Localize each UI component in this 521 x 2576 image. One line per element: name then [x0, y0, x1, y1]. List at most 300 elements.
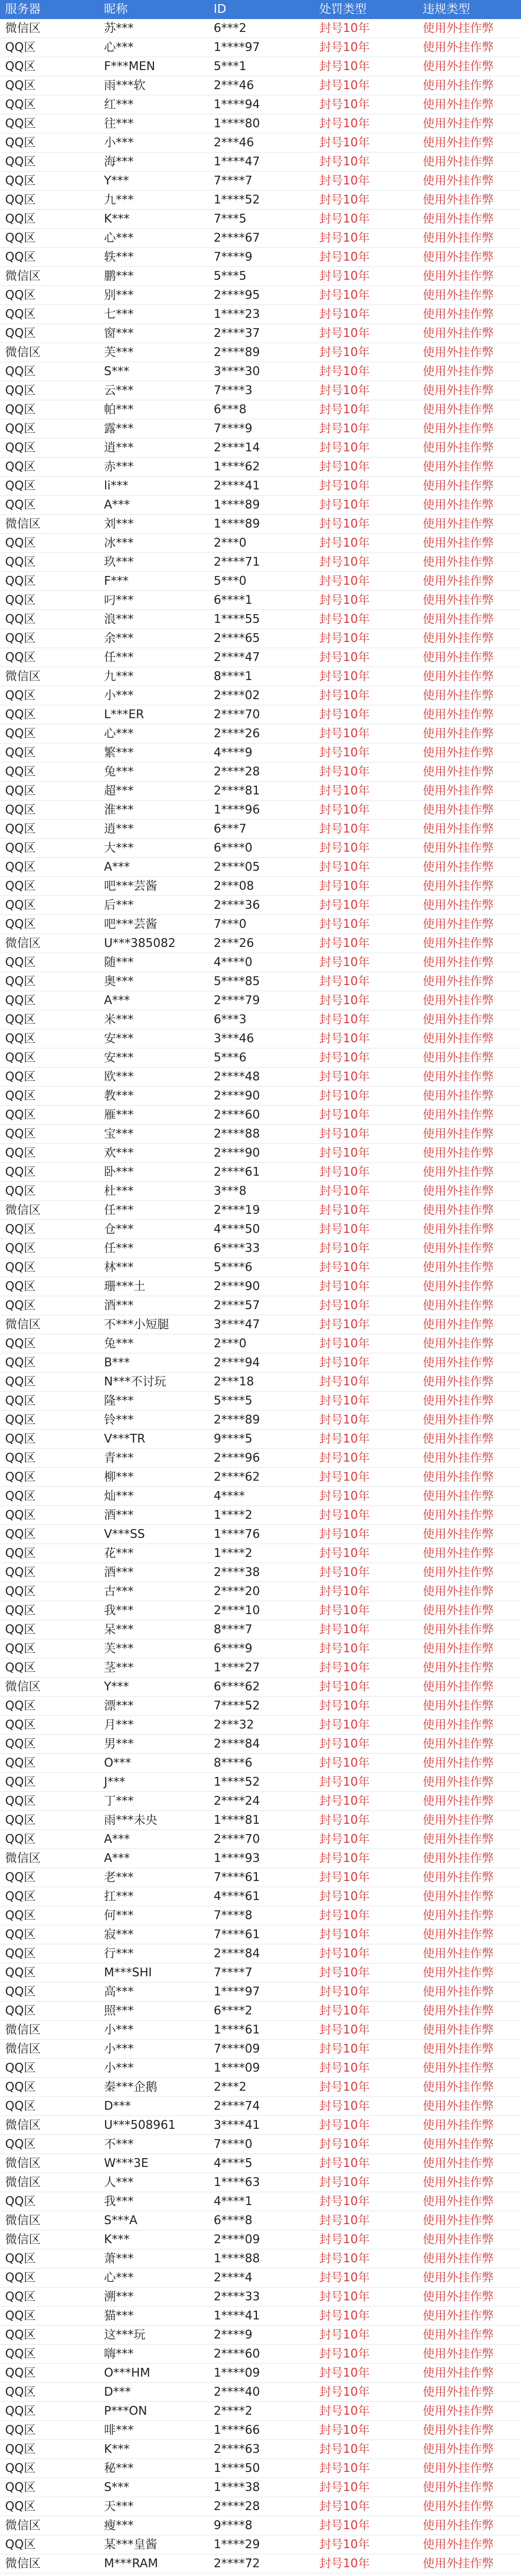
- cell-server: QQ区: [0, 2364, 99, 2383]
- cell-penalty: 封号10年: [314, 534, 418, 553]
- cell-penalty: [314, 2573, 418, 2576]
- cell-nickname: J***: [99, 1773, 209, 1792]
- cell-server: QQ区: [0, 782, 99, 801]
- cell-violation: 使用外挂作弊: [418, 1849, 521, 1868]
- table-row: [0, 991, 521, 1010]
- cell-violation: 使用外挂作弊: [418, 991, 521, 1010]
- table-row: [0, 1353, 521, 1372]
- cell-server: 微信区: [0, 2554, 99, 2573]
- table-row: [0, 1220, 521, 1239]
- cell-nickname: 教***: [99, 1087, 209, 1106]
- cell-nickname: Y***: [99, 1677, 209, 1697]
- cell-violation: 使用外挂作弊: [418, 743, 521, 762]
- cell-penalty: 封号10年: [314, 172, 418, 191]
- table-row: [0, 1677, 521, 1697]
- cell-server: QQ区: [0, 1582, 99, 1601]
- cell-penalty: 封号10年: [314, 400, 418, 419]
- cell-nickname: 隆***: [99, 1392, 209, 1411]
- cell-nickname: 仓***: [99, 1220, 209, 1239]
- cell-id: [209, 2573, 314, 2576]
- cell-penalty: 封号10年: [314, 1334, 418, 1353]
- cell-violation: 使用外挂作弊: [418, 2440, 521, 2459]
- cell-penalty: 封号10年: [314, 57, 418, 76]
- cell-id: 2****10: [209, 1601, 314, 1620]
- cell-server: QQ区: [0, 877, 99, 896]
- cell-violation: 使用外挂作弊: [418, 2135, 521, 2154]
- cell-penalty: 封号10年: [314, 1506, 418, 1525]
- table-row: [0, 1716, 521, 1735]
- cell-id: 2****74: [209, 2097, 314, 2116]
- cell-nickname: 别***: [99, 286, 209, 305]
- cell-penalty: 封号10年: [314, 362, 418, 381]
- cell-id: 2****70: [209, 705, 314, 724]
- cell-violation: 使用外挂作弊: [418, 896, 521, 915]
- cell-nickname: 大***: [99, 839, 209, 858]
- cell-server: QQ区: [0, 972, 99, 991]
- cell-penalty: 封号10年: [314, 2383, 418, 2402]
- cell-penalty: 封号10年: [314, 248, 418, 267]
- cell-violation: 使用外挂作弊: [418, 2116, 521, 2135]
- cell-server: QQ区: [0, 1430, 99, 1449]
- cell-id: 2****05: [209, 858, 314, 877]
- cell-penalty: 封号10年: [314, 2554, 418, 2573]
- cell-penalty: 封号10年: [314, 1201, 418, 1220]
- table-row: [0, 1315, 521, 1334]
- table-row: [0, 438, 521, 457]
- cell-nickname: 随***: [99, 953, 209, 972]
- cell-violation: 使用外挂作弊: [418, 438, 521, 457]
- cell-id: 7****52: [209, 1697, 314, 1716]
- cell-penalty: 封号10年: [314, 553, 418, 572]
- cell-server: QQ区: [0, 1392, 99, 1411]
- cell-nickname: 心***: [99, 2268, 209, 2287]
- table-row: [0, 1258, 521, 1277]
- cell-violation: 使用外挂作弊: [418, 1792, 521, 1811]
- table-row: [0, 1735, 521, 1754]
- table-row: [0, 1239, 521, 1258]
- cell-penalty: 封号10年: [314, 1277, 418, 1296]
- cell-penalty: 封号10年: [314, 2402, 418, 2421]
- cell-id: 2****41: [209, 477, 314, 496]
- cell-violation: 使用外挂作弊: [418, 667, 521, 686]
- cell-violation: 使用外挂作弊: [418, 2230, 521, 2249]
- cell-penalty: 封号10年: [314, 1239, 418, 1258]
- table-row: [0, 2078, 521, 2097]
- cell-server: QQ区: [0, 1773, 99, 1792]
- cell-id: 1****76: [209, 1525, 314, 1544]
- cell-id: 6****8: [209, 2211, 314, 2230]
- cell-violation: 使用外挂作弊: [418, 1449, 521, 1468]
- table-row: [0, 877, 521, 896]
- cell-id: 1****41: [209, 2307, 314, 2326]
- table-row: [0, 1067, 521, 1087]
- cell-id: 4****61: [209, 1887, 314, 1906]
- cell-violation: 使用外挂作弊: [418, 1087, 521, 1106]
- cell-server: QQ区: [0, 1944, 99, 1963]
- cell-id: 2***26: [209, 934, 314, 953]
- header-row: [0, 0, 521, 19]
- table-row: [0, 1906, 521, 1925]
- cell-violation: 使用外挂作弊: [418, 362, 521, 381]
- cell-server: QQ区: [0, 1029, 99, 1048]
- cell-penalty: 封号10年: [314, 1754, 418, 1773]
- cell-penalty: 封号10年: [314, 324, 418, 343]
- cell-server: QQ区: [0, 419, 99, 438]
- table-row: [0, 191, 521, 210]
- cell-server: QQ区: [0, 305, 99, 324]
- cell-violation: 使用外挂作弊: [418, 1220, 521, 1239]
- table-row: [0, 343, 521, 362]
- cell-penalty: 封号10年: [314, 1010, 418, 1029]
- table-row: [0, 1106, 521, 1125]
- cell-nickname: 米***: [99, 1010, 209, 1029]
- cell-nickname: 某***皇酱: [99, 2535, 209, 2554]
- cell-penalty: 封号10年: [314, 210, 418, 229]
- cell-server: QQ区: [0, 400, 99, 419]
- cell-violation: 使用外挂作弊: [418, 248, 521, 267]
- table-row: [0, 2497, 521, 2516]
- table-row: [0, 1563, 521, 1582]
- cell-id: 4****0: [209, 953, 314, 972]
- table-row: [0, 629, 521, 648]
- cell-nickname: 浪***: [99, 610, 209, 629]
- table-row: [0, 2040, 521, 2059]
- cell-id: 1****52: [209, 1773, 314, 1792]
- cell-penalty: 封号10年: [314, 76, 418, 95]
- cell-penalty: 封号10年: [314, 2459, 418, 2478]
- cell-violation: 使用外挂作弊: [418, 2154, 521, 2173]
- table-row: [0, 172, 521, 191]
- cell-nickname: 芙***: [99, 343, 209, 362]
- cell-penalty: 封号10年: [314, 1087, 418, 1106]
- cell-id: 1****47: [209, 152, 314, 172]
- cell-violation: 使用外挂作弊: [418, 324, 521, 343]
- cell-id: 1****50: [209, 2459, 314, 2478]
- cell-violation: 使用外挂作弊: [418, 1353, 521, 1372]
- cell-id: 3****41: [209, 2116, 314, 2135]
- cell-penalty: 封号10年: [314, 305, 418, 324]
- cell-violation: 使用外挂作弊: [418, 877, 521, 896]
- cell-server: 微信区: [0, 2154, 99, 2173]
- table-row: [0, 400, 521, 419]
- cell-violation: 使用外挂作弊: [418, 1735, 521, 1754]
- cell-penalty: 封号10年: [314, 896, 418, 915]
- cell-penalty: 封号10年: [314, 1716, 418, 1735]
- cell-violation: 使用外挂作弊: [418, 1430, 521, 1449]
- table-row: [0, 210, 521, 229]
- cell-server: QQ区: [0, 839, 99, 858]
- cell-id: 1****61: [209, 2021, 314, 2040]
- cell-nickname: 兔***: [99, 1334, 209, 1353]
- cell-id: 2****47: [209, 648, 314, 667]
- cell-penalty: 封号10年: [314, 2192, 418, 2211]
- cell-nickname: 天***: [99, 2497, 209, 2516]
- table-row: [0, 2287, 521, 2307]
- cell-nickname: 人***: [99, 2173, 209, 2192]
- cell-server: QQ区: [0, 953, 99, 972]
- table-row: [0, 114, 521, 133]
- cell-id: 5****5: [209, 1392, 314, 1411]
- cell-id: 2****89: [209, 343, 314, 362]
- table-row: [0, 1582, 521, 1601]
- cell-penalty: 封号10年: [314, 2497, 418, 2516]
- cell-violation: 使用外挂作弊: [418, 629, 521, 648]
- cell-penalty: 封号10年: [314, 2116, 418, 2135]
- cell-server: 微信区: [0, 267, 99, 286]
- cell-id: 2****9: [209, 2326, 314, 2345]
- cell-violation: 使用外挂作弊: [418, 2516, 521, 2535]
- cell-server: 微信区: [0, 515, 99, 534]
- cell-penalty: 封号10年: [314, 1582, 418, 1601]
- cell-nickname: 九***: [99, 191, 209, 210]
- cell-violation: 使用外挂作弊: [418, 2021, 521, 2040]
- cell-id: 7****7: [209, 172, 314, 191]
- cell-violation: 使用外挂作弊: [418, 477, 521, 496]
- cell-id: 2****81: [209, 782, 314, 801]
- cell-nickname: 心***: [99, 38, 209, 57]
- cell-server: QQ区: [0, 1601, 99, 1620]
- cell-server: 微信区: [0, 2040, 99, 2059]
- cell-penalty: 封号10年: [314, 591, 418, 610]
- cell-server: QQ区: [0, 95, 99, 114]
- cell-violation: 使用外挂作弊: [418, 2364, 521, 2383]
- cell-penalty: 封号10年: [314, 1220, 418, 1239]
- cell-penalty: 封号10年: [314, 2173, 418, 2192]
- cell-nickname: A***: [99, 1830, 209, 1849]
- cell-violation: 使用外挂作弊: [418, 1296, 521, 1315]
- cell-penalty: 封号10年: [314, 133, 418, 152]
- table-row: [0, 953, 521, 972]
- cell-penalty: 封号10年: [314, 152, 418, 172]
- cell-violation: 使用外挂作弊: [418, 1868, 521, 1887]
- cell-id: 2****28: [209, 2497, 314, 2516]
- cell-violation: 使用外挂作弊: [418, 1182, 521, 1201]
- cell-id: 6****33: [209, 1239, 314, 1258]
- cell-penalty: 封号10年: [314, 686, 418, 705]
- cell-violation: 使用外挂作弊: [418, 1029, 521, 1048]
- cell-violation: 使用外挂作弊: [418, 381, 521, 400]
- cell-violation: 使用外挂作弊: [418, 782, 521, 801]
- cell-id: 1****52: [209, 191, 314, 210]
- cell-violation: 使用外挂作弊: [418, 972, 521, 991]
- cell-server: 微信区: [0, 343, 99, 362]
- cell-server: QQ区: [0, 2535, 99, 2554]
- cell-nickname: 珊***土: [99, 1277, 209, 1296]
- cell-id: 7***0: [209, 915, 314, 934]
- cell-nickname: 冰***: [99, 534, 209, 553]
- cell-id: 2****79: [209, 991, 314, 1010]
- cell-penalty: 封号10年: [314, 1735, 418, 1754]
- cell-violation: 使用外挂作弊: [418, 1830, 521, 1849]
- cell-violation: 使用外挂作弊: [418, 515, 521, 534]
- cell-server: QQ区: [0, 2192, 99, 2211]
- cell-server: QQ区: [0, 152, 99, 172]
- cell-penalty: 封号10年: [314, 1658, 418, 1677]
- cell-penalty: 封号10年: [314, 229, 418, 248]
- cell-server: QQ区: [0, 1449, 99, 1468]
- cell-violation: 使用外挂作弊: [418, 1239, 521, 1258]
- cell-violation: 使用外挂作弊: [418, 1277, 521, 1296]
- table-row: [0, 381, 521, 400]
- cell-penalty: 封号10年: [314, 610, 418, 629]
- table-row: [0, 553, 521, 572]
- table-row: [0, 2268, 521, 2287]
- cell-violation: 使用外挂作弊: [418, 229, 521, 248]
- cell-penalty: 封号10年: [314, 2059, 418, 2078]
- cell-server: QQ区: [0, 1639, 99, 1658]
- cell-violation: 使用外挂作弊: [418, 1620, 521, 1639]
- table-row: [0, 1792, 521, 1811]
- cell-server: QQ区: [0, 1048, 99, 1067]
- cell-violation: 使用外挂作弊: [418, 305, 521, 324]
- cell-violation: 使用外挂作弊: [418, 2192, 521, 2211]
- cell-violation: 使用外挂作弊: [418, 2326, 521, 2345]
- cell-nickname: 老***: [99, 1868, 209, 1887]
- cell-id: 6***8: [209, 400, 314, 419]
- cell-id: 1****09: [209, 2364, 314, 2383]
- table-row: [0, 2192, 521, 2211]
- cell-violation: 使用外挂作弊: [418, 76, 521, 95]
- cell-penalty: 封号10年: [314, 477, 418, 496]
- table-row: [0, 1010, 521, 1029]
- cell-penalty: 封号10年: [314, 496, 418, 515]
- table-row: [0, 1144, 521, 1163]
- cell-id: 1****29: [209, 2535, 314, 2554]
- table-row: [0, 1868, 521, 1887]
- table-row: [0, 1487, 521, 1506]
- cell-server: QQ区: [0, 477, 99, 496]
- cell-nickname: K***: [99, 210, 209, 229]
- table-row: [0, 1125, 521, 1144]
- cell-nickname: 我***: [99, 2192, 209, 2211]
- table-row: [0, 2326, 521, 2345]
- cell-nickname: 酒***: [99, 1506, 209, 1525]
- cell-id: 2****28: [209, 762, 314, 782]
- cell-penalty: 封号10年: [314, 1925, 418, 1944]
- cell-nickname: 我***: [99, 1601, 209, 1620]
- cell-server: QQ区: [0, 1620, 99, 1639]
- cell-server: QQ区: [0, 1525, 99, 1544]
- cell-nickname: S***: [99, 362, 209, 381]
- table-row: [0, 782, 521, 801]
- cell-server: QQ区: [0, 1334, 99, 1353]
- table-row: [0, 2173, 521, 2192]
- cell-server: QQ区: [0, 1658, 99, 1677]
- cell-violation: 使用外挂作弊: [418, 762, 521, 782]
- cell-server: QQ区: [0, 133, 99, 152]
- cell-nickname: 萧***: [99, 2249, 209, 2268]
- cell-violation: 使用外挂作弊: [418, 2459, 521, 2478]
- cell-id: 2***08: [209, 877, 314, 896]
- cell-nickname: 小***: [99, 2040, 209, 2059]
- cell-id: 2****71: [209, 553, 314, 572]
- cell-nickname: 啡***: [99, 2421, 209, 2440]
- cell-penalty: 封号10年: [314, 267, 418, 286]
- cell-nickname: S***: [99, 2478, 209, 2497]
- table-row: [0, 57, 521, 76]
- cell-nickname: 柳***: [99, 1468, 209, 1487]
- table-row: [0, 1392, 521, 1411]
- cell-server: QQ区: [0, 2421, 99, 2440]
- cell-id: 2***0: [209, 1334, 314, 1353]
- cell-server: QQ区: [0, 1239, 99, 1258]
- cell-server: QQ区: [0, 2440, 99, 2459]
- cell-server: QQ区: [0, 381, 99, 400]
- cell-violation: 使用外挂作弊: [418, 1963, 521, 1982]
- cell-violation: 使用外挂作弊: [418, 705, 521, 724]
- cell-penalty: 封号10年: [314, 972, 418, 991]
- cell-id: 7****09: [209, 2040, 314, 2059]
- table-row: [0, 1754, 521, 1773]
- cell-nickname: 呆***: [99, 1620, 209, 1639]
- cell-penalty: 封号10年: [314, 1620, 418, 1639]
- cell-violation: 使用外挂作弊: [418, 2478, 521, 2497]
- cell-penalty: 封号10年: [314, 2478, 418, 2497]
- cell-nickname: 帕***: [99, 400, 209, 419]
- cell-server: QQ区: [0, 1220, 99, 1239]
- table-row: [0, 267, 521, 286]
- cell-nickname: [99, 2573, 209, 2576]
- table-row: [0, 515, 521, 534]
- cell-penalty: 封号10年: [314, 515, 418, 534]
- cell-server: QQ区: [0, 915, 99, 934]
- cell-violation: 使用外挂作弊: [418, 591, 521, 610]
- table-row: [0, 1830, 521, 1849]
- table-row: [0, 2516, 521, 2535]
- cell-penalty: 封号10年: [314, 1773, 418, 1792]
- cell-server: 微信区: [0, 2211, 99, 2230]
- cell-id: 2***32: [209, 1716, 314, 1735]
- cell-id: 2****40: [209, 2383, 314, 2402]
- cell-penalty: 封号10年: [314, 2440, 418, 2459]
- cell-violation: 使用外挂作弊: [418, 1106, 521, 1125]
- cell-violation: 使用外挂作弊: [418, 57, 521, 76]
- cell-id: 2****38: [209, 1563, 314, 1582]
- table-row: [0, 2211, 521, 2230]
- cell-violation: 使用外挂作弊: [418, 2535, 521, 2554]
- cell-server: QQ区: [0, 286, 99, 305]
- cell-server: QQ区: [0, 229, 99, 248]
- cell-server: QQ区: [0, 858, 99, 877]
- table-row: [0, 477, 521, 496]
- cell-server: QQ区: [0, 1925, 99, 1944]
- cell-id: 6***7: [209, 820, 314, 839]
- cell-server: QQ区: [0, 743, 99, 762]
- cell-nickname: A***: [99, 496, 209, 515]
- cell-penalty: 封号10年: [314, 1048, 418, 1067]
- table-row: [0, 2364, 521, 2383]
- table-row: [0, 1544, 521, 1563]
- cell-id: 2***2: [209, 2078, 314, 2097]
- cell-violation: 使用外挂作弊: [418, 1906, 521, 1925]
- cell-id: 2****62: [209, 1468, 314, 1487]
- cell-server: QQ区: [0, 2268, 99, 2287]
- cell-server: QQ区: [0, 1697, 99, 1716]
- cell-violation: 使用外挂作弊: [418, 1468, 521, 1487]
- header-nickname: 昵称: [99, 0, 209, 19]
- cell-id: 2****14: [209, 438, 314, 457]
- cell-server: QQ区: [0, 1963, 99, 1982]
- cell-nickname: 吧***芸酱: [99, 877, 209, 896]
- table-row: [0, 572, 521, 591]
- cell-nickname: 赤***: [99, 457, 209, 477]
- table-row: [0, 667, 521, 686]
- cell-server: QQ区: [0, 2497, 99, 2516]
- cell-violation: 使用外挂作弊: [418, 2554, 521, 2573]
- cell-server: QQ区: [0, 1563, 99, 1582]
- table-row: [0, 1182, 521, 1201]
- cell-penalty: 封号10年: [314, 915, 418, 934]
